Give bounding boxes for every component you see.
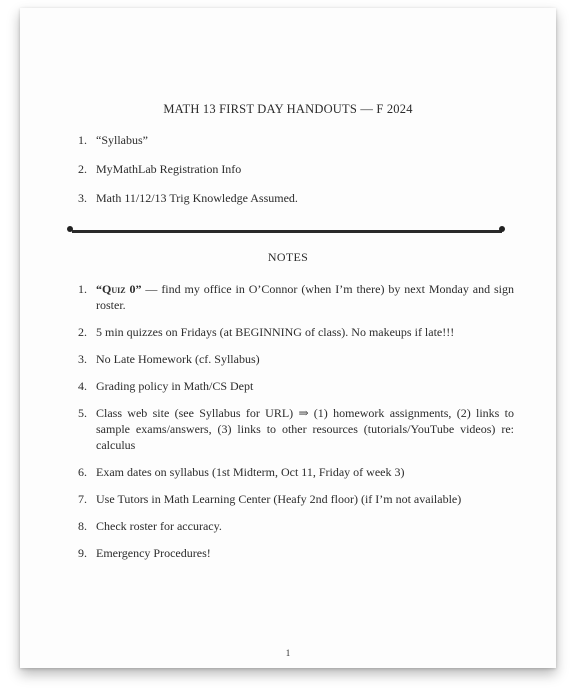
list-item — [78, 405, 514, 453]
item-number: 1. — [78, 282, 87, 296]
item-number: 3. — [78, 352, 87, 366]
section-heading: NOTES — [267, 250, 309, 264]
page-title: MATH 13 FIRST DAY HANDOUTS — F 2024 — [163, 102, 413, 116]
item-text: Check roster for accuracy. — [96, 519, 222, 533]
item-number: 1. — [78, 133, 87, 147]
horizontal-rule — [72, 230, 502, 233]
item-number: 7. — [78, 492, 87, 506]
item-text: Exam dates on syllabus (1st Midterm, Oct 11, Friday of week 3) — [96, 465, 405, 479]
item-text-rest: — find my office in O’Connor (when I’m there) by next Monday and sign roster. — [96, 282, 515, 312]
notes-list — [78, 281, 514, 572]
item-text: Math 11/12/13 Trig Knowledge Assumed. — [96, 191, 298, 205]
list-item — [78, 281, 514, 313]
item-number: 6. — [78, 465, 87, 479]
list-item — [78, 161, 518, 190]
handouts-list — [78, 132, 518, 219]
list-item — [78, 351, 514, 367]
item-text: No Late Homework (cf. Syllabus) — [96, 352, 260, 366]
item-text: Use Tutors in Math Learning Center (Heafy 2nd floor) (if I’m not available) — [96, 492, 462, 506]
list-item — [78, 190, 518, 219]
document-page — [20, 8, 556, 668]
item-text: 5 min quizzes on Fridays (at BEGINNING of class). No makeups if late!!! — [96, 325, 455, 339]
item-number: 3. — [78, 191, 87, 205]
item-number: 9. — [78, 546, 87, 560]
item-text — [96, 281, 514, 313]
list-item — [78, 324, 514, 340]
list-item — [78, 545, 514, 561]
list-item — [78, 132, 518, 161]
item-text: “Syllabus” — [96, 133, 148, 147]
item-text: MyMathLab Registration Info — [96, 162, 242, 176]
item-number: 5. — [78, 406, 87, 420]
item-number: 4. — [78, 379, 87, 393]
list-item — [78, 491, 514, 507]
item-number: 2. — [78, 162, 87, 176]
list-item — [78, 378, 514, 394]
rule-dot-right — [499, 226, 505, 232]
quiz-label: “Quiz 0” — [96, 282, 142, 296]
item-text: Class web site (see Syllabus for URL) ⇒ (1) homework assignments, (2) links to sample exams/answers, (3) links to other resources (tutorials/YouTube videos) re: calculus — [96, 406, 514, 452]
item-number: 2. — [78, 325, 87, 339]
item-number: 8. — [78, 519, 87, 533]
list-item — [78, 518, 514, 534]
page-number: 1 — [285, 648, 291, 658]
list-item — [78, 464, 514, 480]
item-text: Grading policy in Math/CS Dept — [96, 379, 254, 393]
item-text: Emergency Procedures! — [96, 546, 211, 560]
